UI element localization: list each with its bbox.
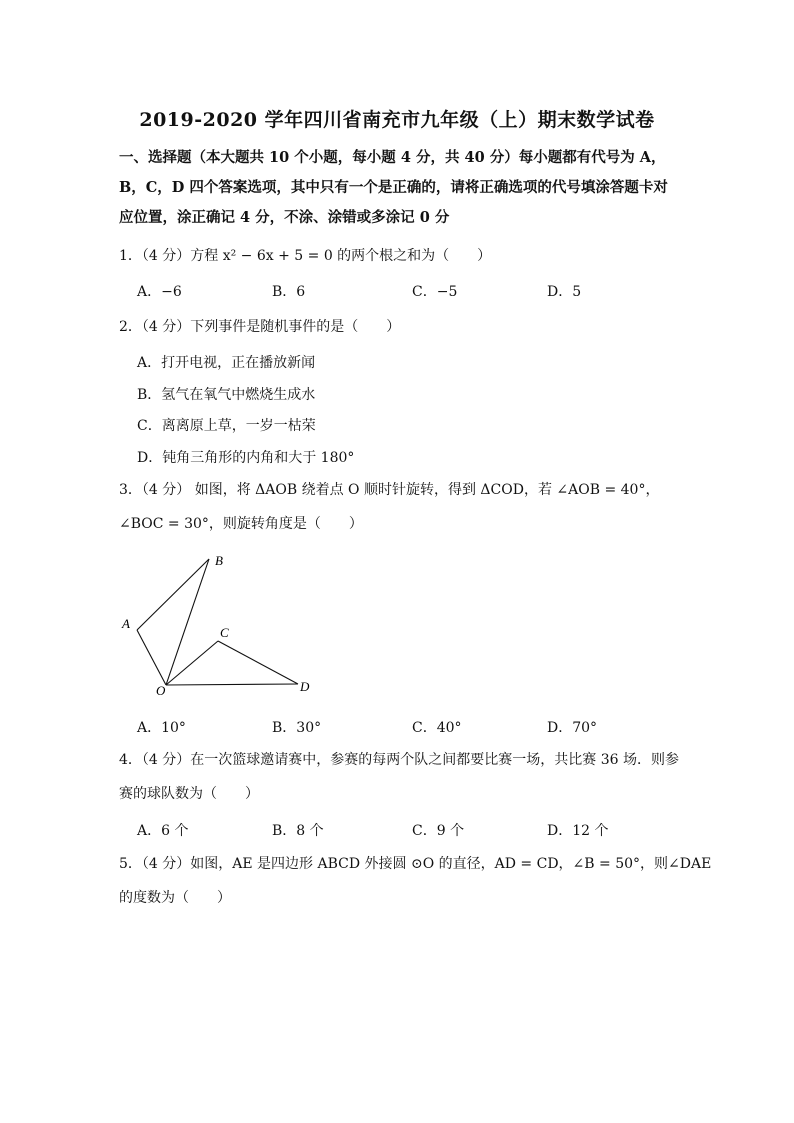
question-5-stem-line1: 5．（4 分）如图，AE 是四边形 ABCD 外接圆 ⊙O 的直径，AD = CD，∠B = 50°，则∠DAE [119,856,712,872]
point-label-o: O [156,683,166,698]
question-1-option-c: C．−5 [412,284,458,300]
question-4-option-c: C．9 个 [412,823,465,839]
question-2-option-c: C．离离原上草，一岁一枯荣 [137,418,316,434]
section-heading: 一、选择题（本大题共 10 个小题，每小题 4 分，共 40 分）每小题都有代号为 A，B，C，D 四个答案选项，其中只有一个是正确的，请将正确选项的代号填涂答题卡对应位置，涂正确记 4 分，不涂、涂错或多涂记 0 分 [119,149,668,226]
question-2-stem: 2．（4 分）下列事件是随机事件的是（ ） [119,319,401,335]
rotation-figure [118,548,318,698]
question-1-option-b: B．6 [272,284,306,300]
page-title: 2019-2020 学年四川省南充市九年级（上）期末数学试卷 [139,109,655,131]
point-label-d: D [300,679,310,694]
question-3-option-b: B．30° [272,720,322,736]
question-3-option-a: A．10° [137,720,186,736]
question-2-option-b: B．氢气在氧气中燃烧生成水 [137,387,316,403]
question-1-stem: 1．（4 分）方程 x² − 6x + 5 = 0 的两个根之和为（ ） [119,248,492,264]
segment-cd [218,641,298,684]
question-3-option-d: D．70° [547,720,598,736]
segment-ab [137,559,209,630]
segment-ao [137,630,166,685]
question-4-option-d: D．12 个 [547,823,609,839]
point-label-c: C [220,625,229,640]
question-5-stem-line2: 的度数为（ ） [119,890,231,906]
question-2-option-d: D．钝角三角形的内角和大于 180° [137,450,355,466]
segment-od [166,684,298,685]
question-3-stem-line1: 3．（4 分） 如图，将 ΔAOB 绕着点 O 顺时针旋转，得到 ΔCOD，若 ∠AOB = 40°， [119,482,660,498]
question-4-stem-line2: 赛的球队数为（ ） [119,786,259,802]
point-label-b: B [215,553,223,568]
question-4-stem-line1: 4．（4 分）在一次篮球邀请赛中，参赛的每两个队之间都要比赛一场，共比赛 36 场．则参 [119,752,679,768]
question-2-option-a: A．打开电视，正在播放新闻 [137,355,316,371]
point-label-a: A [122,616,130,631]
question-3-option-c: C．40° [412,720,462,736]
question-1-option-d: D．5 [547,284,582,300]
question-4-option-a: A．6 个 [137,823,189,839]
question-4-option-b: B．8 个 [272,823,324,839]
question-1-option-a: A．−6 [137,284,182,300]
question-3-stem-line2: ∠BOC = 30°，则旋转角度是（ ） [119,516,363,532]
